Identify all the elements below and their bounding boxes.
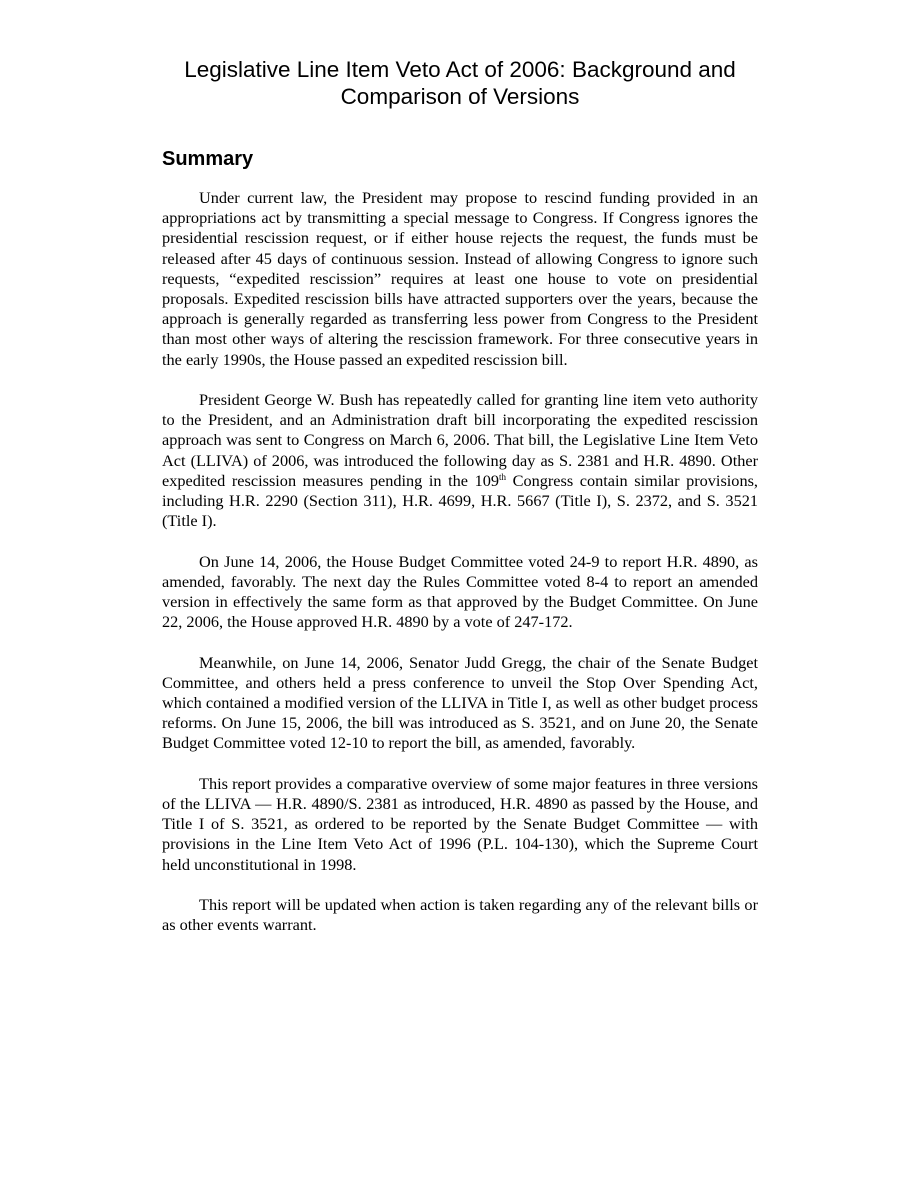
paragraph-2-text-a: President George W. Bush has repeatedly called for granting line item veto authority to the President, and an Administration draft bill incorporating the expedited rescission approach was sent to Congress on March 6, 2006. That bill, the Legislative Line Item Veto Act (LLIVA) of 2006, was introduced the following day as S. 2381 and H.R. 4890. Other expedited rescission measures pending in the 109 [162, 390, 758, 490]
summary-paragraph-6: This report will be updated when action is taken regarding any of the relevant bills or as other events warrant. [162, 895, 758, 935]
paragraph-2-text-b: Congress contain similar provisions, including H.R. 2290 (Section 311), H.R. 4699, H.R. 5667 (Title I), S. 2372, and S. 3521 (Title I). [162, 470, 758, 531]
summary-paragraph-1: Under current law, the President may propose to rescind funding provided in an appropriations act by transmitting a special message to Congress. If Congress ignores the presidential rescission request, or if either house rejects the request, the funds must be released after 45 days of continuous session. Instead of allowing Congress to ignore such requests, “expedited rescission” requires at least one house to vote on presidential proposals. Expedited rescission bills have attracted supporters over the years, because the approach is generally regarded as transferring less power from Congress to the President than most other ways of altering the rescission framework. For three consecutive years in the early 1990s, the House passed an expedited rescission bill. [162, 188, 758, 369]
summary-paragraph-5: This report provides a comparative overview of some major features in three versions of the LLIVA — H.R. 4890/S. 2381 as introduced, H.R. 4890 as passed by the House, and Title I of S. 3521, as ordered to be reported by the Senate Budget Committee — with provisions in the Line Item Veto Act of 1996 (P.L. 104-130), which the Supreme Court held unconstitutional in 1998. [162, 773, 758, 874]
page-title: Legislative Line Item Veto Act of 2006: Background and Comparison of Versions [184, 57, 736, 109]
summary-paragraph-4: Meanwhile, on June 14, 2006, Senator Judd Gregg, the chair of the Senate Budget Committee, and others held a press conference to unveil the Stop Over Spending Act, which contained a modified version of the LLIVA in Title I, as well as other budget process reforms. On June 15, 2006, the bill was introduced as S. 3521, and on June 20, the Senate Budget Committee voted 12-10 to report the bill, as amended, favorably. [162, 652, 758, 753]
summary-paragraph-3: On June 14, 2006, the House Budget Committee voted 24-9 to report H.R. 4890, as amended, favorably. The next day the Rules Committee voted 8-4 to report an amended version in effectively the same form as that approved by the Budget Committee. On June 22, 2006, the House approved H.R. 4890 by a vote of 247-172. [162, 551, 758, 632]
summary-paragraph-2 [162, 390, 758, 531]
summary-heading: Summary [162, 148, 254, 170]
superscript-th: th [499, 471, 507, 482]
document-page [162, 56, 758, 935]
